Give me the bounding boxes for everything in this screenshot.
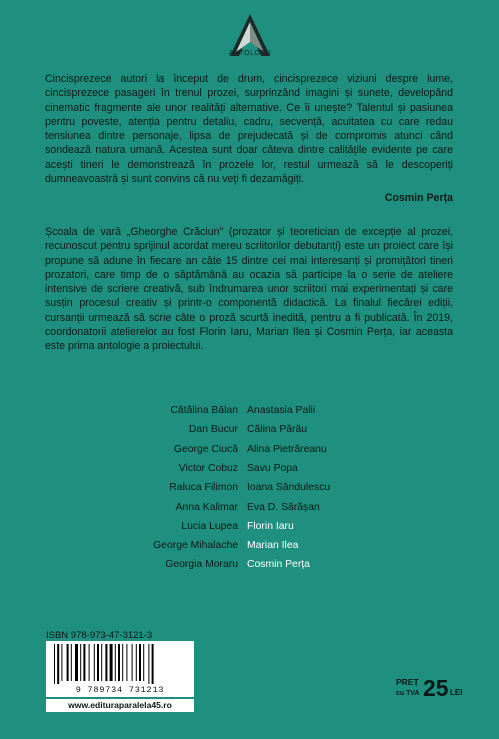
author-name-right: Ioana Săndulescu bbox=[247, 482, 331, 494]
price-label: PREȚ bbox=[396, 677, 419, 687]
barcode-bar bbox=[71, 644, 72, 681]
publisher-website: www.edituraparalela45.ro bbox=[46, 699, 194, 712]
currency-label: LEI bbox=[450, 688, 463, 697]
author-name-left: Cătălina Bălan bbox=[170, 405, 238, 416]
author-row bbox=[0, 540, 499, 557]
intro-paragraph: Cincisprezece autori la început de drum, cincisprezece viziuni despre lume, cincisprezece pasageri în trenul prozei, surprinzând imagini și sunete, developând cinematic fragmente ale unor realități alternative. Ce îi unește? Talentul și pasiunea pentru poveste, atenția pentru detaliu, cadru, secvență, acuitatea cu care redau tensiunea dintre personaje, lipsa de prejudecată și de compromis atunci când sondează natura umană. Acestea sunt doar câteva dintre calitățile evidente pe care acești tineri le demonstrează în prozele lor, restul urmează să le descoperiți dumneavoastră și sunt convins că nu veți fi dezamăgiți. bbox=[45, 73, 453, 186]
vat-label: cu TVA bbox=[396, 690, 420, 697]
school-description-paragraph: Școala de vară „Gheorghe Crăciun" (prozator și teoretician de excepție al prozei, recunoscut pentru sprijinul acordat mereu scriitorilor debutanți) este un proiect care își propune să adune în fiecare an câte 15 dintre cei mai interesanți și promițători tineri prozatori, care timp de o săptămână au ocazia să participe la o serie de ateliere intensive de scriere creativă, sub îndrumarea unor scriitori mai experimentați și care susțin procesul creativ și printr-o componentă didactică. La finalul fiecărei ediții, cursanții urmează să scrie câte o proză scurtă inedită, pentru a fi publicată. În 2019, coordonatorii atelierelor au fost Florin Iaru, Marian Ilea și Cosmin Perța, iar aceasta este prima antologie a proiectului. bbox=[45, 226, 453, 353]
author-row bbox=[0, 463, 499, 480]
barcode-bars bbox=[46, 641, 194, 685]
author-name-right: Anastasia Palii bbox=[247, 405, 316, 416]
author-row bbox=[0, 521, 499, 538]
barcode-bar bbox=[126, 644, 127, 681]
barcode-bar bbox=[136, 644, 137, 681]
barcode bbox=[46, 641, 194, 697]
isbn-text: ISBN 978-973-47-3121-3 bbox=[46, 630, 153, 641]
barcode-bar bbox=[75, 644, 78, 681]
barcode-number: 9 789734 731213 bbox=[75, 685, 165, 695]
coordinator-name: Marian Ilea bbox=[247, 540, 299, 552]
author-name-right: Savu Popa bbox=[247, 462, 298, 474]
barcode-bar bbox=[152, 644, 154, 684]
author-row bbox=[0, 405, 499, 422]
logo-label: ANTOLOGII bbox=[228, 50, 272, 57]
barcode-bar bbox=[110, 644, 113, 681]
author-row bbox=[0, 502, 499, 519]
coordinator-name: Cosmin Perța bbox=[247, 559, 310, 571]
barcode-bar bbox=[80, 644, 81, 681]
price-value: 25 bbox=[423, 675, 449, 701]
author-name-left: George Mihalache bbox=[153, 540, 238, 552]
author-name-left: Raluca Filimon bbox=[169, 482, 238, 494]
barcode-bar bbox=[61, 644, 62, 681]
barcode-bar bbox=[94, 644, 95, 681]
barcode-bar bbox=[105, 644, 107, 681]
author-name-right: Eva D. Sărășan bbox=[247, 501, 320, 513]
barcode-bar bbox=[83, 644, 85, 681]
author-name-left: Anna Kalimar bbox=[175, 501, 238, 513]
author-name-left: Victor Cobuz bbox=[178, 462, 238, 474]
price-tag bbox=[396, 677, 466, 705]
author-row bbox=[0, 482, 499, 499]
barcode-bar bbox=[143, 644, 144, 681]
barcode-bar bbox=[54, 644, 55, 684]
barcode-bar bbox=[118, 644, 120, 681]
barcode-bar bbox=[57, 644, 59, 684]
barcode-bar bbox=[115, 644, 116, 681]
barcode-bar bbox=[132, 644, 133, 681]
author-row bbox=[0, 424, 499, 441]
author-name-left: Georgia Moraru bbox=[165, 559, 238, 571]
author-row bbox=[0, 444, 499, 461]
barcode-bar bbox=[89, 644, 90, 681]
author-row bbox=[0, 559, 499, 576]
signature: Cosmin Perța bbox=[384, 192, 453, 204]
barcode-bar bbox=[101, 644, 102, 681]
coordinator-name: Florin Iaru bbox=[247, 520, 294, 532]
author-name-left: Dan Bucur bbox=[188, 424, 238, 436]
barcode-bar bbox=[67, 644, 69, 681]
author-name-left: Lucia Lupea bbox=[181, 520, 238, 532]
author-name-right: Călina Părău bbox=[247, 424, 308, 436]
barcode-bar bbox=[97, 644, 99, 681]
author-name-left: George Ciucă bbox=[173, 443, 238, 455]
author-name-right: Alina Pietrăreanu bbox=[247, 443, 327, 455]
barcode-bar bbox=[148, 644, 149, 684]
barcode-bar bbox=[139, 644, 141, 681]
barcode-bar bbox=[122, 644, 123, 681]
